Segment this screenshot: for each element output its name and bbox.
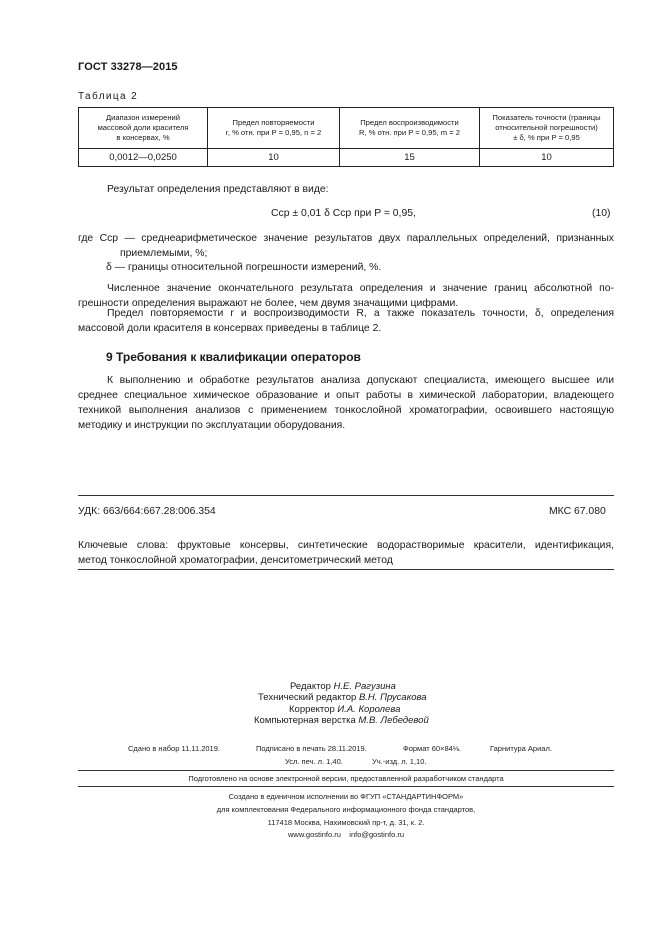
table-cell: 0,0012—0,0250 — [79, 149, 208, 167]
imprint-publ-sheets: Уч.-изд. л. 1,10. — [372, 757, 427, 766]
imprint-contacts — [78, 830, 614, 839]
imprint-font: Гарнитура Ариал. — [490, 744, 552, 753]
table-header-row — [79, 108, 614, 149]
section-9-text: К выполнению и обработке результатов анализа допускают специалиста, имеющего высшее или среднее специальное химическое образование и опыт работы в химической лаборатории, владеющего техникой выполнения анализов с применением тонкослойной хроматографии, освоившего настоящую методику и инструкции по эксплуатации оборудования. — [78, 375, 614, 431]
table-cell: 10 — [480, 149, 614, 167]
paragraph-table-ref: Предел повторяемости r и воспроизводимости R, а также показатель точности, δ, определения массовой доли красителя в консервах приведены в таблице 2. — [78, 308, 614, 334]
paragraph-precision: Численное значение окончательного результата определения и значение границ абсолютной по- грешности определения выражают не более, чем двумя значащими цифрами. — [78, 283, 614, 309]
table-header-cell: Предел воспроизводимости R, % отн. при P = 0,95, m = 2 — [340, 108, 480, 149]
where-delta-definition: δ — границы относительной погрешности измерений, %. — [106, 262, 382, 273]
table-header-cell: Предел повторяемости r, % отн. при P = 0,95, n = 2 — [208, 108, 340, 149]
where-c-definition: где Cср — среднеарифметическое значение результатов двух параллельных определений, признанных — [78, 233, 614, 244]
document-code: ГОСТ 33278—2015 — [78, 61, 178, 73]
imprint-email: info@gostinfo.ru — [349, 830, 405, 839]
credit-layout: Компьютерная верстка М.В. Лебедевой — [254, 715, 429, 726]
imprint-address: 117418 Москва, Нахимовский пр-т, д. 31, к. 2. — [267, 818, 425, 827]
divider-top — [78, 495, 614, 496]
table-row — [79, 149, 614, 167]
imprint-site: www.gostinfo.ru — [287, 830, 341, 839]
table-cell: 10 — [208, 149, 340, 167]
imprint-created: Создано в единичном исполнении во ФГУП «СТАНДАРТИНФОРМ» — [228, 792, 464, 801]
divider-bottom — [78, 569, 614, 570]
precision-table — [78, 107, 614, 167]
formula: Cср ± 0,01 δ Cср при P = 0,95, — [271, 208, 416, 219]
credit-corrector: Корректор И.А. Королева — [289, 704, 401, 715]
imprint-set-date: Сдано в набор 11.11.2019. — [128, 744, 220, 753]
table-caption: Таблица 2 — [78, 91, 139, 102]
table-header-cell: Показатель точности (границы относительной погрешности) ± δ, % при P = 0,95 — [480, 108, 614, 149]
table-header-cell: Диапазон измерений массовой доли красителя в консервах, % — [79, 108, 208, 149]
section-9-heading: 9 Требования к квалификации операторов — [106, 350, 361, 364]
credit-tech-editor: Технический редактор В.Н. Прусакова — [258, 692, 427, 703]
imprint-sign-date: Подписано в печать 28.11.2019. — [256, 744, 367, 753]
imprint-divider-1 — [78, 770, 614, 771]
imprint-print-sheets: Усл. печ. л. 1,40. — [285, 757, 343, 766]
keywords: Ключевые слова: фруктовые консервы, синтетические водорастворимые красители, идентификация, метод тонкослойной хроматографии, денситометрический метод — [78, 540, 614, 566]
imprint-divider-2 — [78, 786, 614, 787]
imprint-format: Формат 60×84⅛. — [403, 744, 462, 753]
credit-editor: Редактор Н.Е. Рагузина — [290, 681, 396, 692]
table-cell: 15 — [340, 149, 480, 167]
mks-code: МКС 67.080 — [549, 506, 606, 517]
where-c-continuation: приемлемыми, %; — [120, 248, 208, 259]
result-intro: Результат определения представляют в виде: — [107, 184, 329, 195]
imprint-prepared: Подготовлено на основе электронной версии, предоставленной разработчиком стандарта — [188, 774, 504, 783]
formula-number: (10) — [592, 208, 611, 219]
udk-code: УДК: 663/664:667.28:006.354 — [78, 506, 216, 517]
imprint-fund: для комплектования Федерального информационного фонда стандартов, — [216, 805, 476, 814]
